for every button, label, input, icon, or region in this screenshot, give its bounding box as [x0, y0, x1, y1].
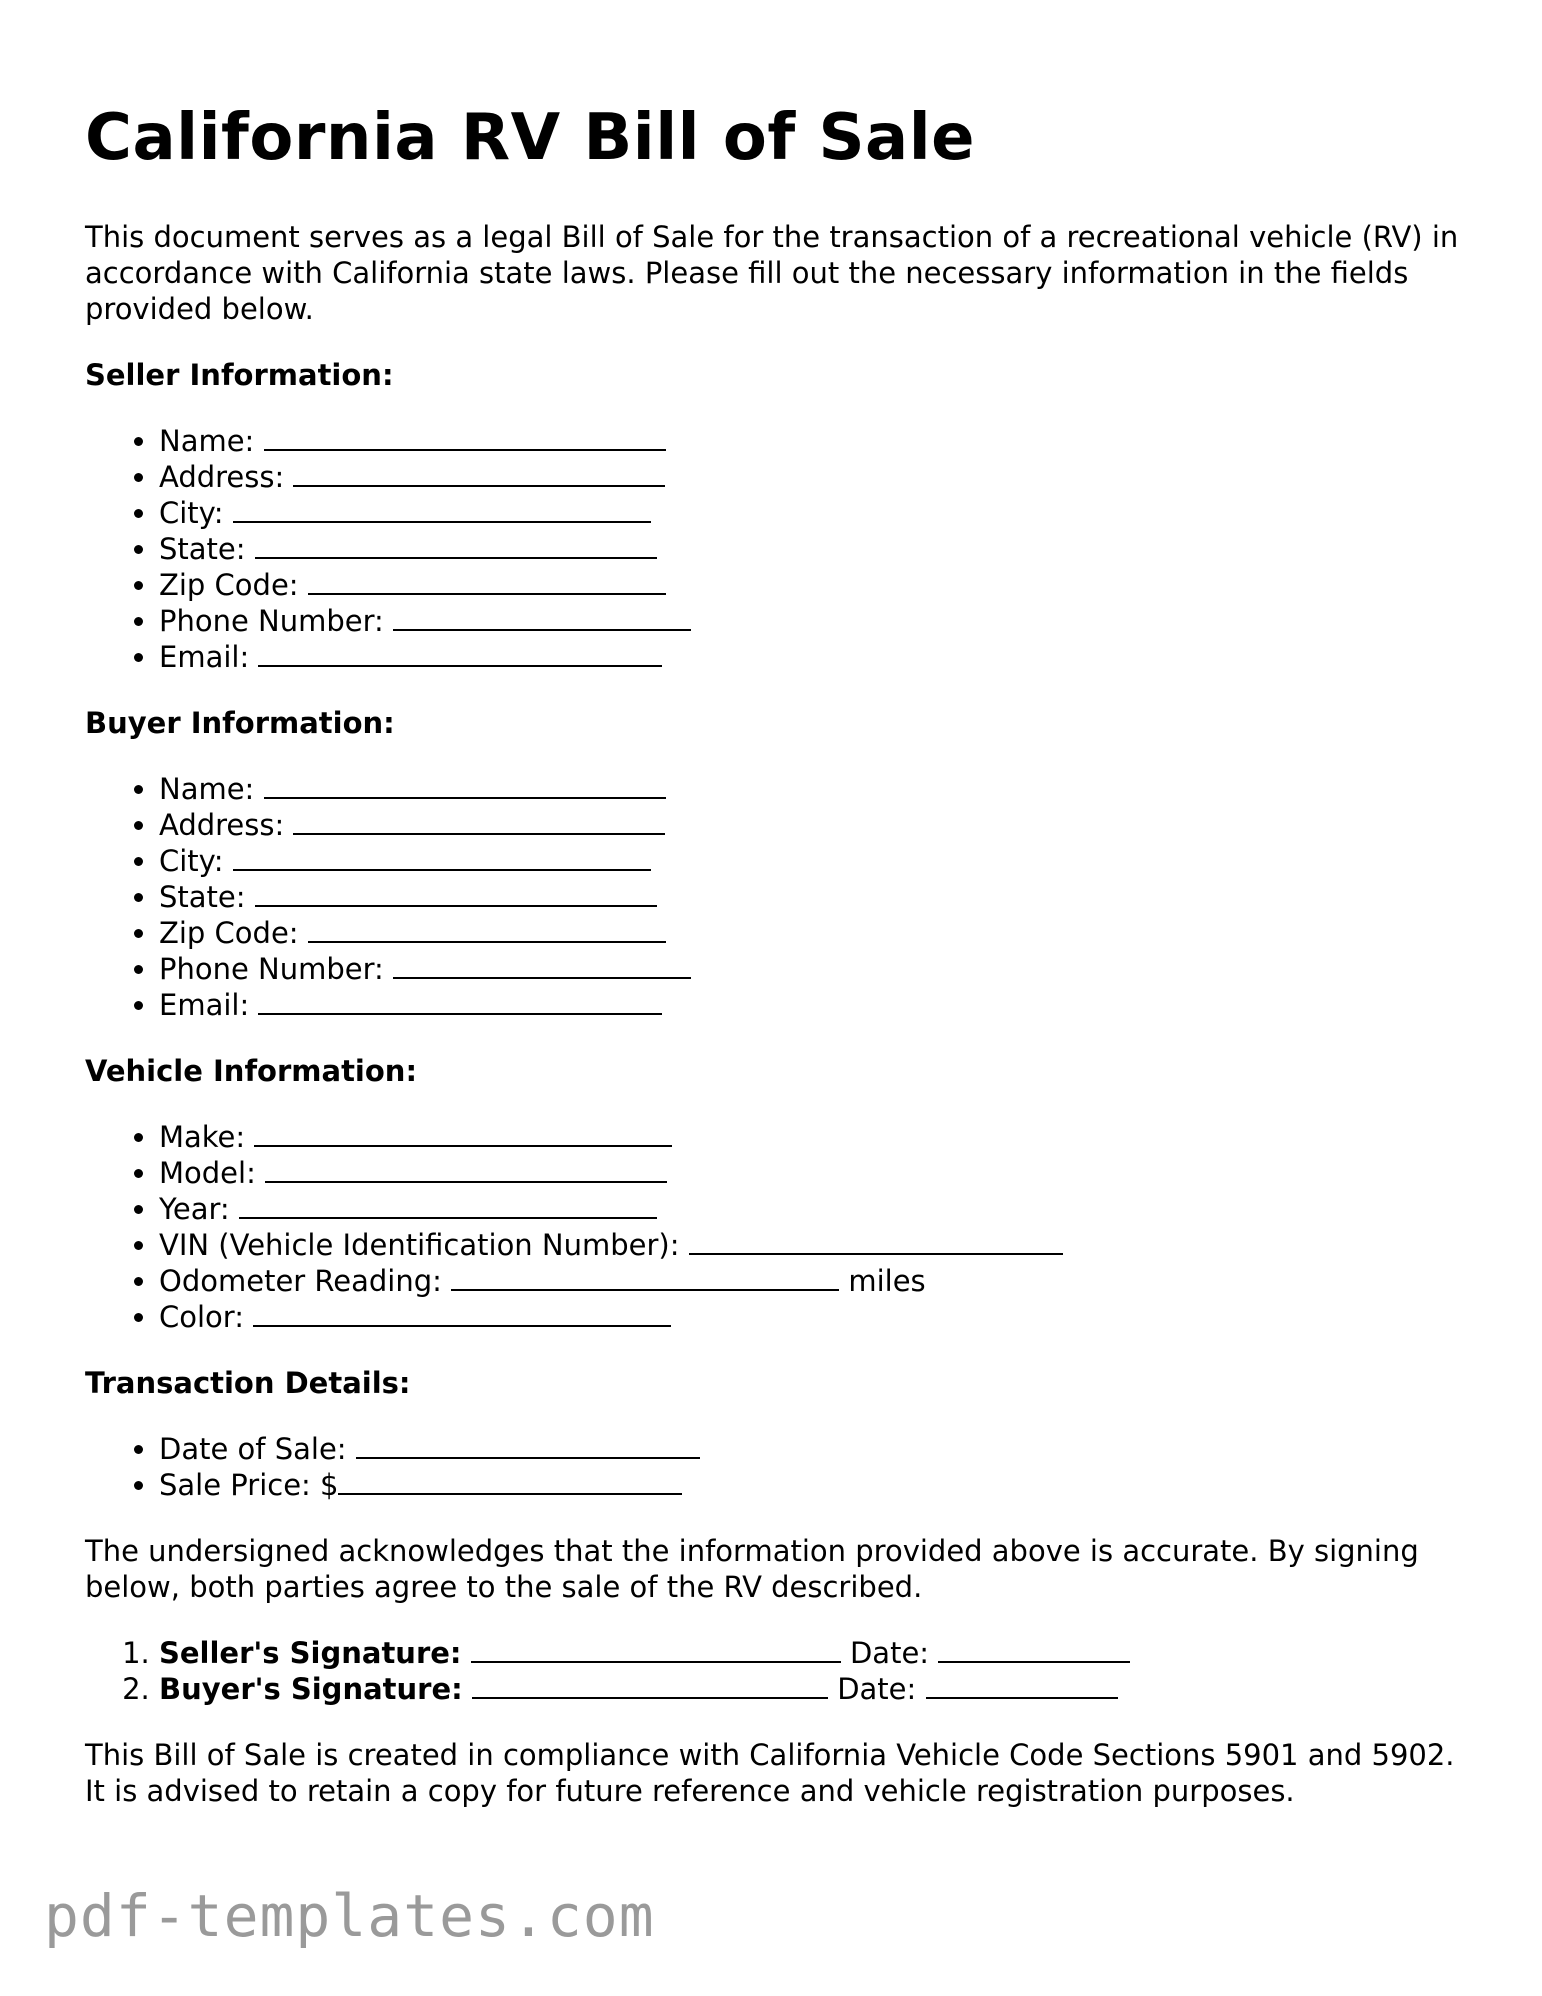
- field-label: Name:: [159, 423, 255, 458]
- field-label: Email:: [159, 987, 250, 1022]
- vehicle-vin-blank[interactable]: [689, 1229, 1063, 1255]
- vehicle-odometer-blank[interactable]: [451, 1265, 839, 1291]
- field-label: City:: [159, 843, 224, 878]
- vehicle-make-blank[interactable]: [254, 1121, 672, 1147]
- sale-price-blank[interactable]: [338, 1469, 682, 1495]
- vehicle-odometer-field: [159, 1263, 1465, 1299]
- buyer-signature-blank[interactable]: [472, 1673, 828, 1699]
- compliance-note: This Bill of Sale is created in compliance with California Vehicle Code Sections 5901 and 5902. It is advised to retain a copy for future reference and vehicle registration purposes.: [85, 1737, 1455, 1808]
- field-label: Phone Number:: [159, 951, 384, 986]
- field-label: Email:: [159, 639, 250, 674]
- vehicle-make-field: [159, 1119, 1465, 1155]
- seller-zip-blank[interactable]: [308, 569, 666, 595]
- seller-phone-blank[interactable]: [393, 605, 691, 631]
- odometer-unit: miles: [848, 1263, 926, 1298]
- seller-address-field: [159, 459, 1465, 495]
- buyer-heading: Buyer Information:: [85, 705, 395, 740]
- buyer-zip-field: [159, 915, 1465, 951]
- buyer-fields-list: [85, 771, 1465, 1023]
- transaction-heading: Transaction Details:: [85, 1365, 411, 1400]
- acknowledgement-paragraph: The undersigned acknowledges that the information provided above is accurate. By signing below, both parties agree to the sale of the RV described.: [85, 1533, 1419, 1604]
- vehicle-model-blank[interactable]: [265, 1157, 667, 1183]
- field-label: Phone Number:: [159, 603, 384, 638]
- document-page: [85, 100, 1465, 1839]
- field-label: Model:: [159, 1155, 256, 1190]
- document-title: California RV Bill of Sale: [85, 101, 976, 175]
- vehicle-year-field: [159, 1191, 1465, 1227]
- buyer-state-field: [159, 879, 1465, 915]
- seller-address-blank[interactable]: [293, 461, 665, 487]
- field-label: Year:: [159, 1191, 230, 1226]
- vehicle-color-blank[interactable]: [253, 1301, 671, 1327]
- seller-city-field: [159, 495, 1465, 531]
- buyer-city-blank[interactable]: [233, 845, 651, 871]
- buyer-signature-line: [159, 1671, 1465, 1707]
- seller-date-blank[interactable]: [938, 1637, 1130, 1663]
- vehicle-vin-field: [159, 1227, 1465, 1263]
- seller-email-blank[interactable]: [258, 641, 662, 667]
- field-label: Name:: [159, 771, 255, 806]
- buyer-phone-field: [159, 951, 1465, 987]
- field-label: State:: [159, 879, 246, 914]
- seller-state-blank[interactable]: [255, 533, 657, 559]
- buyer-name-field: [159, 771, 1465, 807]
- sale-price-field: [159, 1467, 1465, 1503]
- field-label: Date of Sale:: [159, 1431, 347, 1466]
- buyer-address-blank[interactable]: [293, 809, 665, 835]
- seller-signature-line: [159, 1635, 1465, 1671]
- seller-name-blank[interactable]: [264, 425, 666, 451]
- vehicle-color-field: [159, 1299, 1465, 1335]
- signature-list: [85, 1635, 1465, 1707]
- intro-paragraph: This document serves as a legal Bill of Sale for the transaction of a recreational vehicle (RV) in accordance with California state laws. Please fill out the necessary information in the fields provided below.: [85, 219, 1459, 326]
- field-label: Odometer Reading:: [159, 1263, 442, 1298]
- vehicle-heading: Vehicle Information:: [85, 1053, 418, 1088]
- buyer-date-blank[interactable]: [926, 1673, 1118, 1699]
- seller-email-field: [159, 639, 1465, 675]
- field-label: City:: [159, 495, 224, 530]
- buyer-zip-blank[interactable]: [308, 917, 666, 943]
- field-label: Color:: [159, 1299, 244, 1334]
- buyer-address-field: [159, 807, 1465, 843]
- sale-date-blank[interactable]: [356, 1433, 700, 1459]
- seller-phone-field: [159, 603, 1465, 639]
- date-label: Date:: [837, 1671, 917, 1706]
- buyer-name-blank[interactable]: [264, 773, 666, 799]
- buyer-email-blank[interactable]: [258, 989, 662, 1015]
- buyer-phone-blank[interactable]: [393, 953, 691, 979]
- seller-zip-field: [159, 567, 1465, 603]
- seller-heading: Seller Information:: [85, 357, 394, 392]
- buyer-city-field: [159, 843, 1465, 879]
- seller-fields-list: [85, 423, 1465, 675]
- field-label: Sale Price: $: [159, 1467, 339, 1502]
- sale-date-field: [159, 1431, 1465, 1467]
- field-label: Address:: [159, 807, 285, 842]
- signature-label: Buyer's Signature:: [159, 1671, 463, 1706]
- transaction-fields-list: [85, 1431, 1465, 1503]
- field-label: Make:: [159, 1119, 246, 1154]
- buyer-email-field: [159, 987, 1465, 1023]
- date-label: Date:: [849, 1635, 930, 1670]
- field-label: Zip Code:: [159, 915, 299, 950]
- seller-name-field: [159, 423, 1465, 459]
- vehicle-model-field: [159, 1155, 1465, 1191]
- signature-label: Seller's Signature:: [159, 1635, 462, 1670]
- field-label: Zip Code:: [159, 567, 299, 602]
- watermark-text: pdf-templates.com: [44, 1882, 655, 1950]
- seller-state-field: [159, 531, 1465, 567]
- buyer-state-blank[interactable]: [255, 881, 657, 907]
- seller-city-blank[interactable]: [233, 497, 651, 523]
- seller-signature-blank[interactable]: [471, 1637, 841, 1663]
- vehicle-year-blank[interactable]: [239, 1193, 657, 1219]
- field-label: Address:: [159, 459, 285, 494]
- field-label: State:: [159, 531, 246, 566]
- field-label: VIN (Vehicle Identification Number):: [159, 1227, 680, 1262]
- vehicle-fields-list: [85, 1119, 1465, 1335]
